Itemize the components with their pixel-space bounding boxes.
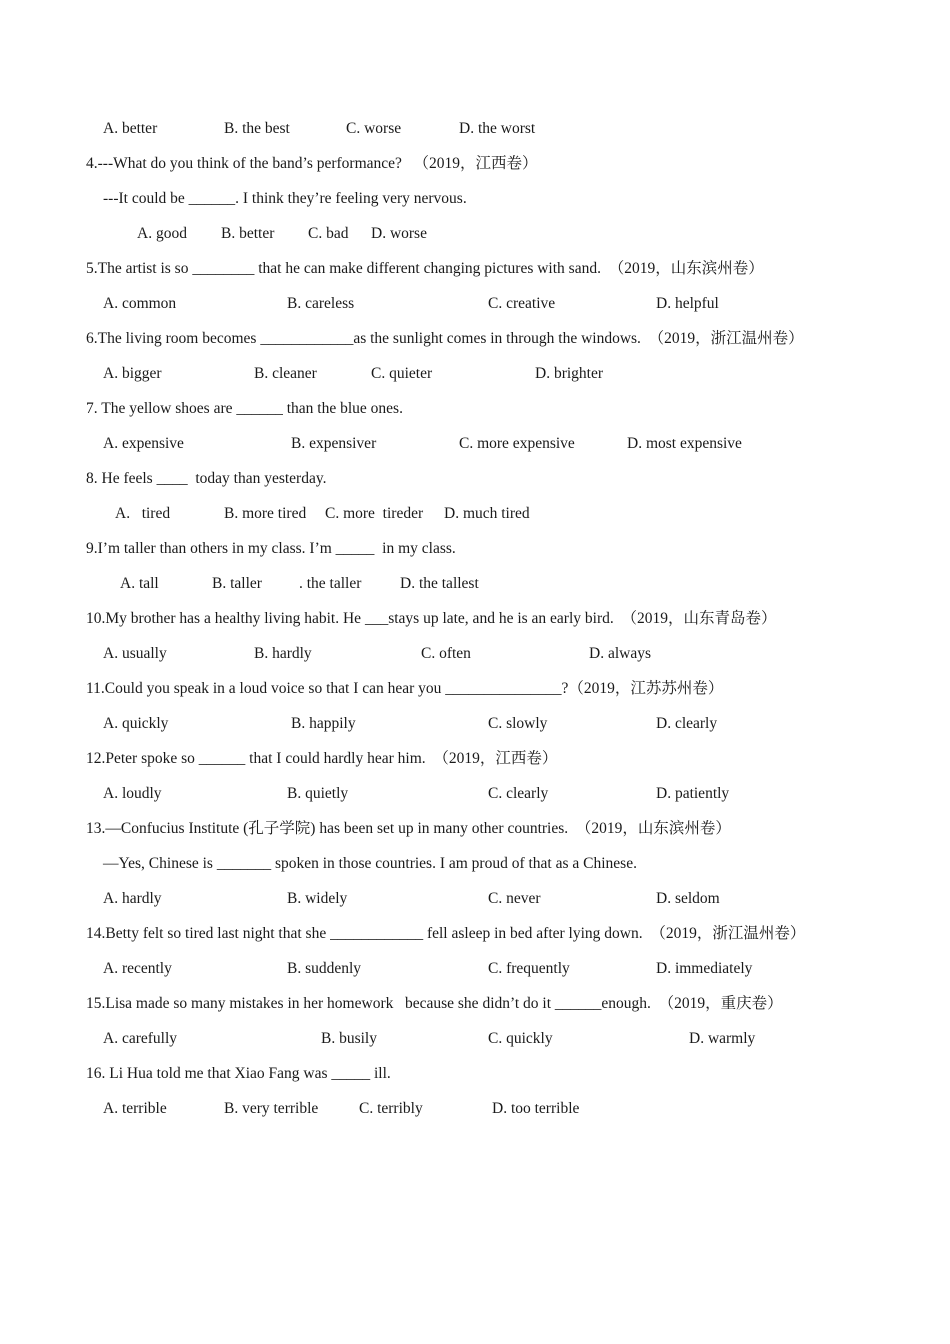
answer-option: A. hardly <box>103 890 162 907</box>
answer-option: . the taller <box>299 575 362 592</box>
answer-option: D. patiently <box>656 785 730 802</box>
answer-option: D. much tired <box>444 505 530 522</box>
answer-option: B. the best <box>224 120 290 137</box>
answer-option: B. very terrible <box>224 1100 319 1117</box>
question-line: 12.Peter spoke so ______ that I could hardly hear him. （2019，江西卷） <box>86 750 558 767</box>
answer-option: A. good <box>137 225 187 242</box>
answer-option: A. tired <box>115 505 171 522</box>
answer-option: A. terrible <box>103 1100 167 1117</box>
answer-option: D. the tallest <box>400 575 479 592</box>
answer-option: B. careless <box>287 295 355 312</box>
answer-option: D. brighter <box>535 365 604 382</box>
question-line: 8. He feels ____ today than yesterday. <box>86 470 327 487</box>
answer-option: C. frequently <box>488 960 570 977</box>
question-line: 7. The yellow shoes are ______ than the blue ones. <box>86 400 403 417</box>
answer-option: B. better <box>221 225 275 242</box>
answer-option: C. slowly <box>488 715 548 732</box>
answer-option: D. the worst <box>459 120 536 137</box>
answer-option: C. never <box>488 890 541 907</box>
answer-option: A. carefully <box>103 1030 178 1047</box>
answer-option: B. quietly <box>287 785 349 802</box>
answer-option: D. immediately <box>656 960 753 977</box>
answer-option: D. too terrible <box>492 1100 580 1117</box>
answer-option: B. expensiver <box>291 435 377 452</box>
answer-option: D. helpful <box>656 295 719 312</box>
question-line: 6.The living room becomes ____________as the sunlight comes in through the windows. （2019，浙江温州卷） <box>86 330 804 347</box>
answer-option: C. quickly <box>488 1030 553 1047</box>
answer-option: A. loudly <box>103 785 162 802</box>
answer-option: A. common <box>103 295 177 312</box>
question-line: ---It could be ______. I think they’re feeling very nervous. <box>103 190 467 207</box>
answer-option: A. quickly <box>103 715 169 732</box>
answer-option: A. expensive <box>103 435 184 452</box>
answer-option: C. often <box>421 645 471 662</box>
answer-option: C. bad <box>308 225 349 242</box>
answer-option: C. quieter <box>371 365 433 382</box>
answer-option: A. tall <box>120 575 159 592</box>
question-line: 11.Could you speak in a loud voice so that I can hear you _______________?（2019，江苏苏州卷） <box>86 680 724 697</box>
answer-option: A. recently <box>103 960 172 977</box>
question-line: 4.---What do you think of the band’s performance? （2019，江西卷） <box>86 155 538 172</box>
question-line: 9.I’m taller than others in my class. I’m _____ in my class. <box>86 540 456 557</box>
answer-option: C. more tireder <box>325 505 424 522</box>
question-line: 16. Li Hua told me that Xiao Fang was _____ ill. <box>86 1065 391 1082</box>
answer-option: C. clearly <box>488 785 549 802</box>
answer-option: B. taller <box>212 575 262 592</box>
answer-option: B. happily <box>291 715 356 732</box>
answer-option: B. busily <box>321 1030 377 1047</box>
answer-option: C. creative <box>488 295 556 312</box>
answer-option: C. more expensive <box>459 435 575 452</box>
answer-option: C. terribly <box>359 1100 423 1117</box>
answer-option: B. more tired <box>224 505 307 522</box>
question-line: —Yes, Chinese is _______ spoken in those countries. I am proud of that as a Chinese. <box>103 855 637 872</box>
answer-option: D. most expensive <box>627 435 742 452</box>
question-line: 13.—Confucius Institute (孔子学院) has been set up in many other countries. （2019，山东滨州卷） <box>86 820 731 837</box>
question-line: 10.My brother has a healthy living habit. He ___stays up late, and he is an early bird. （2019，山东青岛卷） <box>86 610 777 627</box>
question-line: 15.Lisa made so many mistakes in her homework because she didn’t do it ______enough. （2019，重庆卷） <box>86 995 783 1012</box>
answer-option: D. warmly <box>689 1030 756 1047</box>
answer-option: A. usually <box>103 645 167 662</box>
answer-option: B. cleaner <box>254 365 317 382</box>
answer-option: D. clearly <box>656 715 718 732</box>
question-line: 5.The artist is so ________ that he can make different changing pictures with sand. （2019，山东滨州卷） <box>86 260 764 277</box>
answer-option: A. bigger <box>103 365 162 382</box>
answer-option: D. worse <box>371 225 427 242</box>
answer-option: B. widely <box>287 890 348 907</box>
answer-option: A. better <box>103 120 158 137</box>
question-line: 14.Betty felt so tired last night that she ____________ fell asleep in bed after lying down. （2019，浙江温州卷） <box>86 925 806 942</box>
answer-option: B. hardly <box>254 645 312 662</box>
answer-option: D. seldom <box>656 890 720 907</box>
answer-option: B. suddenly <box>287 960 362 977</box>
answer-option: D. always <box>589 645 651 662</box>
answer-option: C. worse <box>346 120 402 137</box>
